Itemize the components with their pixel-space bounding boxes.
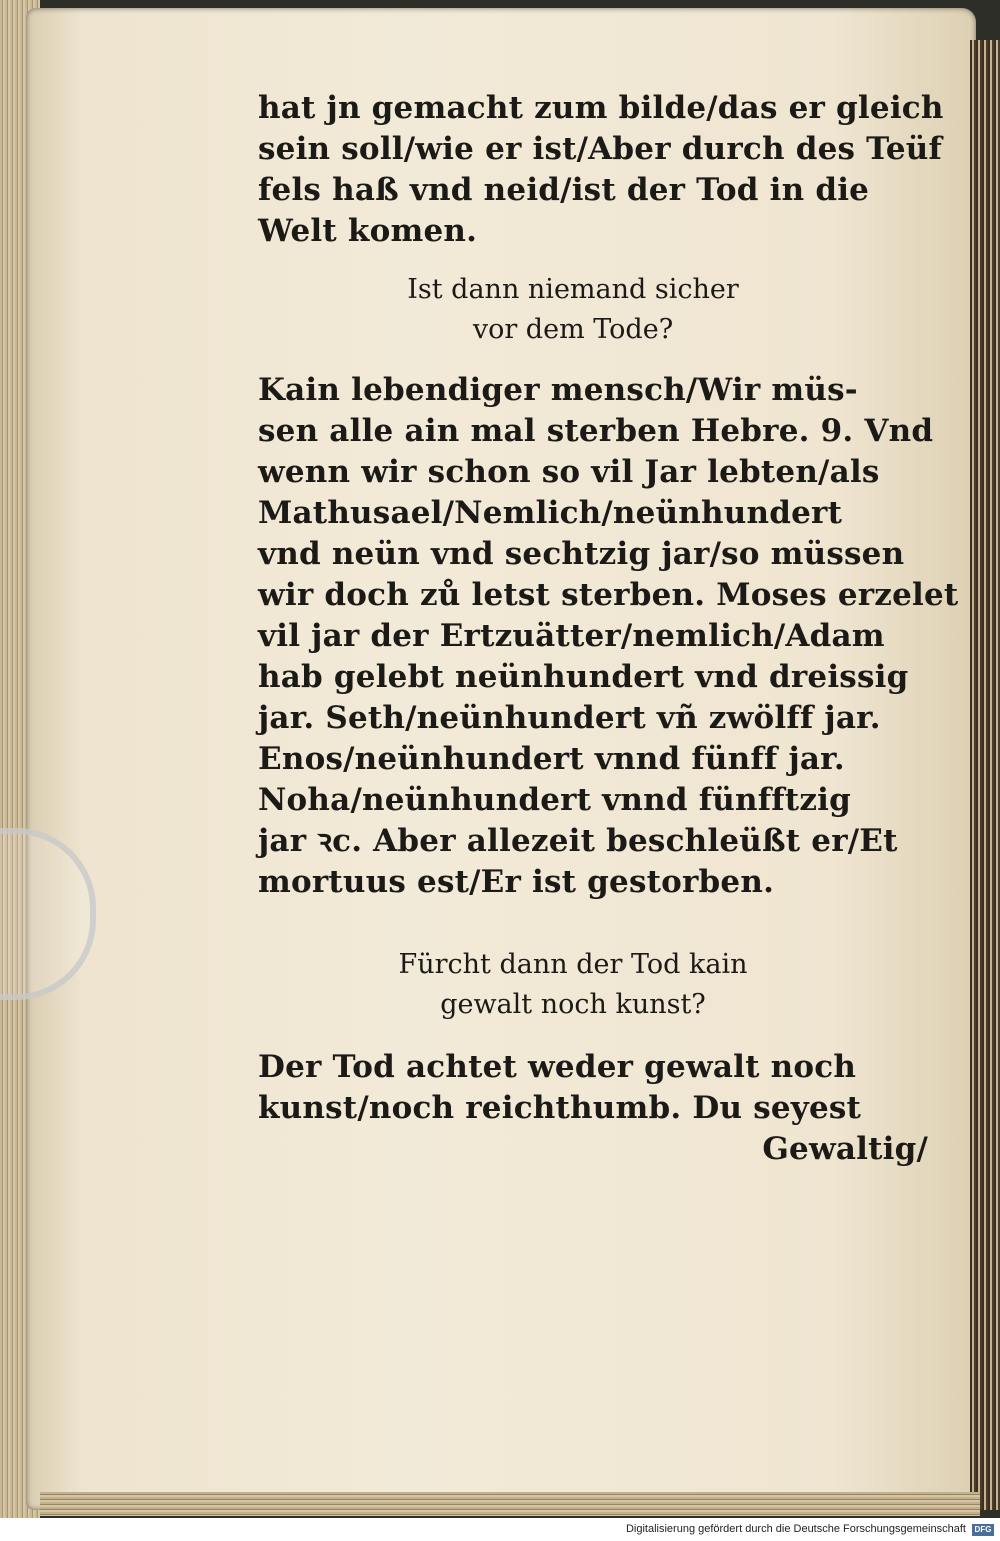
text-line: jar ꝛc. Aber allezeit beschleüßt er/Et [258, 823, 898, 859]
heading-line: gewalt noch kunst? [440, 989, 706, 1020]
text-line: sen alle ain mal sterben Hebre. 9. Vnd [258, 413, 934, 449]
text-line: mortuus est/Er ist gestorben. [258, 864, 775, 900]
funding-credit: Digitalisierung gefördert durch die Deutsche Forschungsgemeinschaft [625, 1523, 966, 1535]
text-line: hat jn gemacht zum bilde/das er gleich [258, 90, 944, 126]
text-line: vil jar der Ertzuätter/nemlich/Adam [258, 618, 885, 654]
text-line: Der Tod achtet weder gewalt noch [258, 1049, 857, 1085]
book-edge-right [970, 40, 1000, 1510]
text-line: Mathusael/Nemlich/neünhundert [258, 495, 843, 531]
text-line: wir doch zů letst sterben. Moses erzelet [258, 577, 959, 613]
heading-line: vor dem Tode? [472, 314, 674, 345]
text-line: wenn wir schon so vil Jar lebten/als [258, 454, 880, 490]
dfg-logo: DFG [972, 1524, 994, 1536]
text-line: Noha/neünhundert vnnd fünfftzig [258, 782, 851, 818]
question-heading-1 [258, 270, 928, 350]
answer-paragraph-2 [258, 1047, 928, 1170]
question-heading-2 [258, 945, 928, 1025]
text-line: hab gelebt neünhundert vnd dreissig [258, 659, 909, 695]
text-line: vnd neün vnd sechtzig jar/so müssen [258, 536, 905, 572]
catchword: Gewaltig/ [762, 1131, 928, 1167]
text-line: jar. Seth/neünhundert vñ zwölff jar. [258, 700, 881, 736]
text-line: Welt komen. [258, 213, 478, 249]
book-edge-bottom [40, 1492, 980, 1516]
page-text [258, 88, 959, 1170]
heading-line: Ist dann niemand sicher [407, 274, 739, 305]
heading-line: Fürcht dann der Tod kain [398, 949, 748, 980]
text-line: sein soll/wie er ist/Aber durch des Teüf [258, 131, 943, 167]
text-line: Enos/neünhundert vnnd fünff jar. [258, 741, 845, 777]
text-line: fels haß vnd neid/ist der Tod in die [258, 172, 870, 208]
text-line: kunst/noch reichthumb. Du seyest [258, 1090, 862, 1126]
paragraph-1 [258, 88, 944, 252]
digitization-footer [0, 1518, 1000, 1541]
text-line: Kain lebendiger mensch/Wir müs- [258, 372, 858, 408]
answer-paragraph-1 [258, 370, 959, 903]
